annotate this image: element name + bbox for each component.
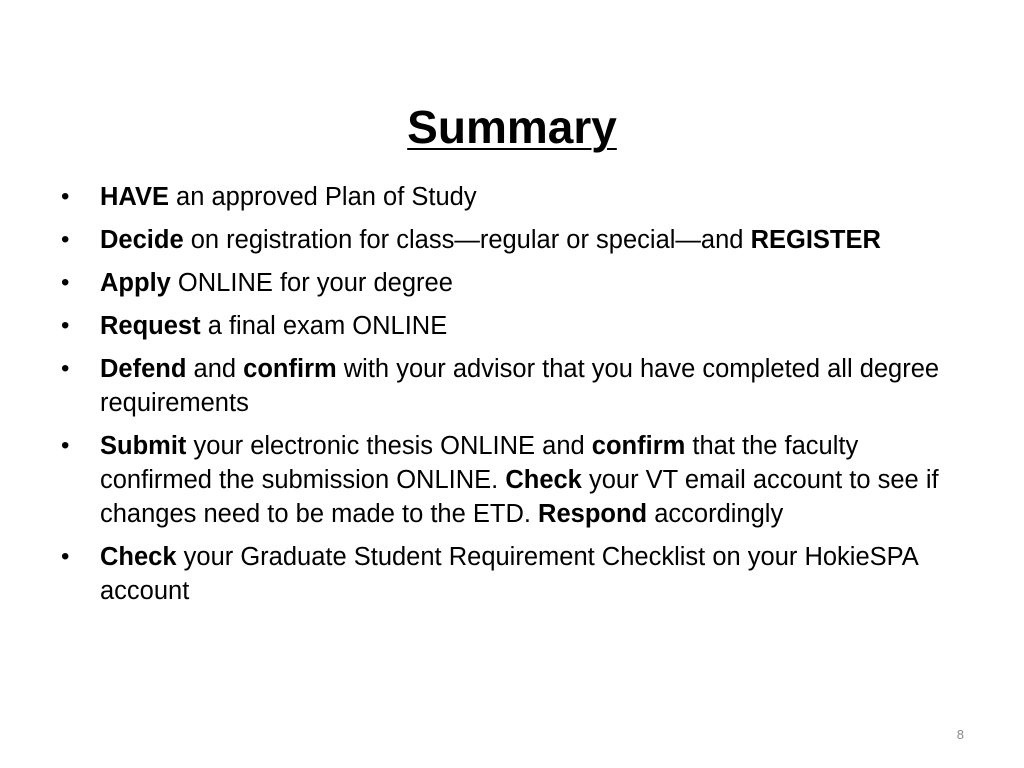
bullet-item xyxy=(58,309,958,343)
bullet-text-regular: ONLINE for your degree xyxy=(170,269,453,297)
bullet-text-bold: Decide xyxy=(100,226,184,254)
bullet-item xyxy=(58,266,958,300)
bullet-text-bold: Respond xyxy=(538,500,648,528)
bullet-text-bold: confirm xyxy=(591,432,686,460)
summary-bullet-list xyxy=(58,180,958,617)
bullet-text xyxy=(100,269,453,297)
bullet-text-bold: Check xyxy=(100,543,177,571)
bullet-text-bold: Check xyxy=(505,466,582,494)
bullet-dot-icon: • xyxy=(61,226,70,253)
bullet-text xyxy=(100,543,917,605)
bullet-dot-icon: • xyxy=(61,432,70,459)
bullet-item xyxy=(58,352,958,420)
bullet-item xyxy=(58,429,958,531)
bullet-dot-icon: • xyxy=(61,269,70,296)
bullet-item xyxy=(58,223,958,257)
bullet-text-regular: your electronic thesis ONLINE and xyxy=(186,432,592,460)
bullet-text-regular: that the faculty confirmed the submission ONLINE. xyxy=(100,432,859,494)
bullet-text-regular: an approved Plan of Study xyxy=(168,183,477,211)
bullet-text xyxy=(100,226,881,254)
bullet-text-bold: Submit xyxy=(100,432,187,460)
bullet-dot-icon: • xyxy=(61,312,70,339)
slide-title xyxy=(0,97,1024,157)
bullet-dot-icon: • xyxy=(61,543,70,570)
bullet-text-bold: confirm xyxy=(243,355,337,383)
bullet-text xyxy=(100,355,939,417)
bullet-text-bold: Apply xyxy=(100,269,171,297)
bullet-text xyxy=(100,183,477,211)
bullet-text-bold: REGISTER xyxy=(750,226,881,254)
bullet-text-bold: HAVE xyxy=(100,183,169,211)
page-number: 8 xyxy=(956,727,964,742)
bullet-text-bold: Request xyxy=(100,312,201,340)
bullet-text xyxy=(100,432,939,528)
bullet-text-regular: and xyxy=(186,355,244,383)
bullet-text-regular: a final exam ONLINE xyxy=(200,312,448,340)
bullet-text-regular: on registration for class—regular or special—and xyxy=(183,226,751,254)
bullet-text-regular: with your advisor that you have completed all degree requirements xyxy=(100,355,940,417)
slide-title-text: Summary xyxy=(407,100,617,153)
bullet-text-regular: your VT email account to see if changes need to be made to the ETD. xyxy=(100,466,939,528)
bullet-dot-icon: • xyxy=(61,183,70,210)
bullet-item xyxy=(58,540,958,608)
bullet-text-regular: your Graduate Student Requirement Checklist on your HokieSPA account xyxy=(100,543,918,605)
bullet-dot-icon: • xyxy=(61,355,70,382)
bullet-text-bold: Defend xyxy=(100,355,187,383)
bullet-text xyxy=(100,312,447,340)
bullet-text-regular: accordingly xyxy=(647,500,784,528)
bullet-item xyxy=(58,180,958,214)
